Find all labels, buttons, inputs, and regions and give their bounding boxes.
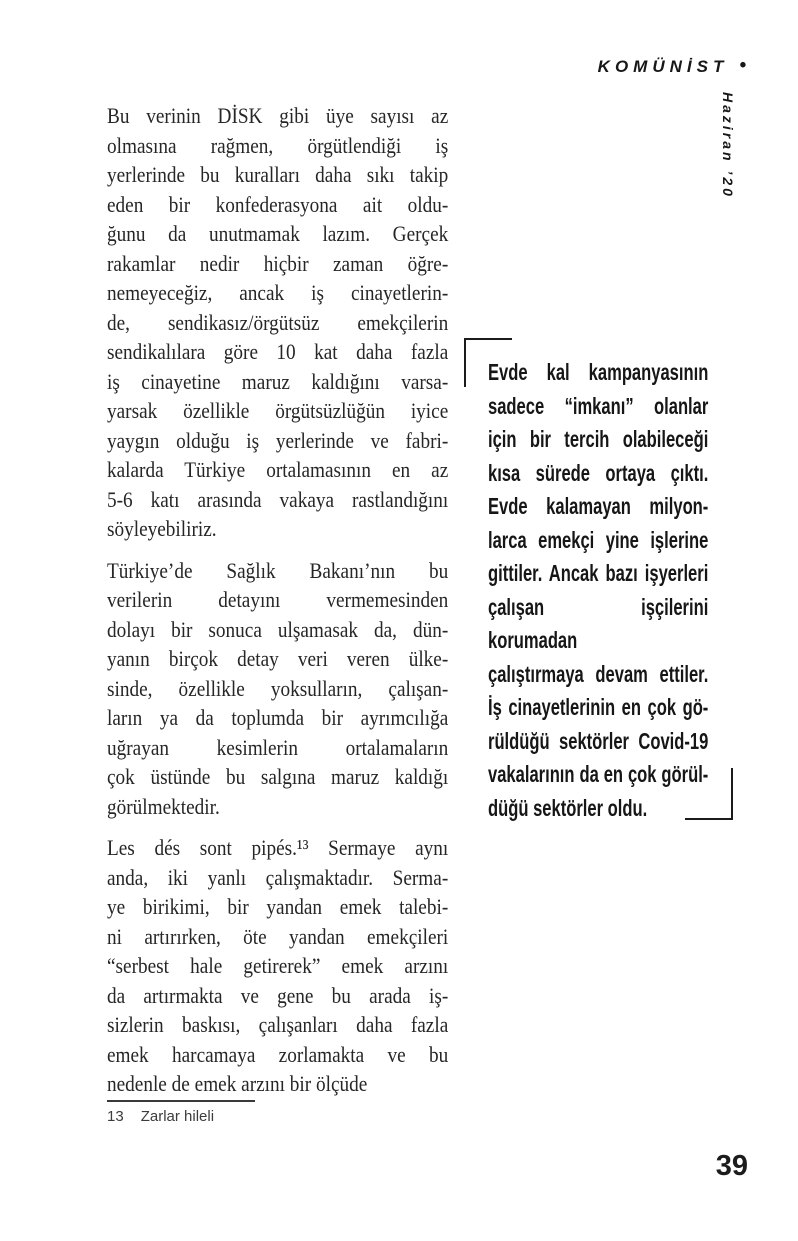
page-number: 39 [715, 1150, 748, 1182]
text-line: sadece “imkanı” olanlar [488, 392, 709, 419]
issue-date-vertical: Haziran ’20 [720, 92, 736, 199]
text-line: Les dés sont pipés.¹³ Sermaye aynı [107, 835, 449, 860]
text-line: sendikalılara göre 10 kat daha fazla [107, 339, 449, 364]
footnote [107, 1108, 214, 1125]
text-line: olmasına rağmen, örgütlendiği iş [107, 132, 449, 158]
text-line: rakamlar nedir hiçbir zaman öğre- [107, 250, 449, 276]
text-line: de, sendikasız/örgütsüz emekçilerin [107, 309, 449, 335]
text-line: kalarda Türkiye ortalamasının en az [107, 457, 449, 482]
text-line: çalıştırmaya devam ettiler. [488, 660, 709, 687]
text-line: eden bir konfederasyona ait oldu- [107, 191, 449, 217]
text-line: sizlerin baskısı, çalışanları daha fazla [107, 1012, 449, 1037]
text-line: ların ya da toplumda bir ayrımcılığa [107, 705, 449, 730]
text-line: 5-6 katı arasında vakaya rastlandığını [107, 486, 449, 512]
magazine-title: KOMÜNİST [597, 57, 729, 76]
footnote-rule [107, 1100, 255, 1102]
text-line: ni artırırken, öte yandan emekçileri [107, 923, 449, 949]
text-line: sinde, özellikle yoksulların, çalışan- [107, 675, 449, 701]
text-line: anda, iki yanlı çalışmaktadır. Serma- [107, 864, 449, 890]
text-line: nemeyeceğiz, ancak iş cinayetlerin- [107, 280, 449, 305]
quote-bracket-bottom-right-icon [685, 768, 733, 820]
text-line: Bu verinin DİSK gibi üye sayısı az [107, 103, 449, 128]
paragraph-3 [107, 833, 448, 1099]
text-line: uğrayan kesimlerin ortalamaların [107, 734, 449, 760]
text-line: Evde kalamayan milyon- [488, 493, 709, 519]
text-line: ye birikimi, bir yandan emek talebi- [107, 894, 449, 919]
text-line: emek harcamaya zorlamakta ve bu [107, 1041, 449, 1067]
text-line: verilerin detayını vermemesinden [107, 587, 449, 612]
text-line: kısa sürede ortaya çıktı. [488, 459, 709, 486]
text-line: da artırmakta ve gene bu arada iş- [107, 982, 449, 1008]
text-line: çalışan işçilerini korumadan [488, 593, 709, 653]
text-line: çok üstünde bu salgına maruz kaldığı [107, 764, 449, 789]
text-line: görülmektedir. [107, 793, 220, 819]
text-line: yaygın olduğu iş yerlerinde ve fabri- [107, 427, 449, 453]
text-line: ğunu da unutmamak lazım. Gerçek [107, 221, 449, 246]
text-line: yerlerinde bu kuralları daha sıkı takip [107, 162, 449, 187]
text-line: rüldüğü sektörler Covid-19 [488, 727, 709, 754]
footnote-text: Zarlar hileli [140, 1108, 215, 1125]
text-line: gittiler. Ancak bazı işyerleri [488, 560, 709, 586]
masthead [598, 56, 746, 78]
text-line: Evde kal kampanyasının [488, 359, 709, 385]
masthead-bullet-icon: • [739, 55, 746, 76]
text-line: “serbest hale getirerek” emek arzını [107, 953, 449, 978]
article-column [107, 101, 448, 1099]
text-line: söyleyebiliriz. [107, 516, 217, 541]
text-line: Türkiye’de Sağlık Bakanı’nın bu [107, 557, 449, 583]
text-line: İş cinayetlerinin en çok gö- [488, 694, 709, 720]
text-line: larca emekçi yine işlerine [488, 526, 709, 553]
paragraph-1 [107, 101, 448, 544]
text-line: vakalarının da en çok görül- [488, 761, 709, 787]
text-line: düğü sektörler oldu. [488, 794, 648, 821]
text-line: dolayı bir sonuca ulşamasak da, dün- [107, 616, 449, 642]
text-line: nedenle de emek arzını bir ölçüde [107, 1071, 368, 1096]
footnote-number: 13 [107, 1108, 124, 1125]
paragraph-2 [107, 556, 448, 822]
pull-quote [488, 356, 708, 825]
text-line: yanın birçok detay veri veren ülke- [107, 646, 449, 671]
text-line: için bir tercih olabileceği [488, 426, 709, 452]
text-line: yarsak özellikle örgütsüzlüğün iyice [107, 398, 449, 423]
text-line: iş cinayetine maruz kaldığını varsa- [107, 368, 449, 394]
